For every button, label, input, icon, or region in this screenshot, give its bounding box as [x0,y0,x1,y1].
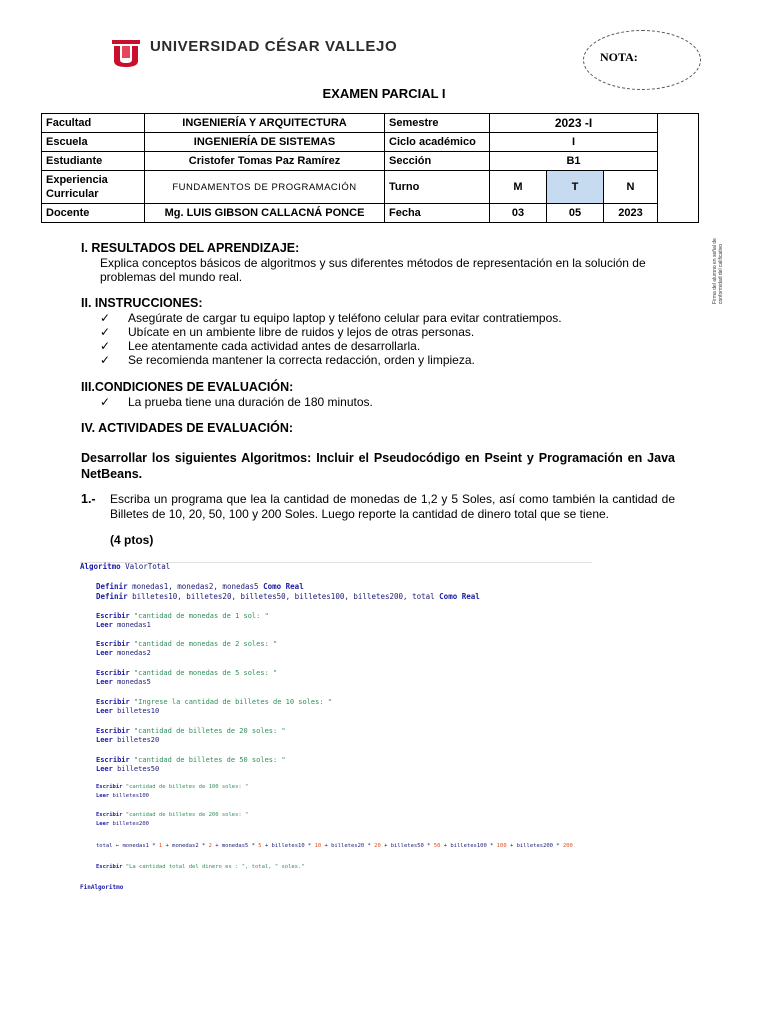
fecha-day: 03 [490,204,547,223]
code-line-write-total: Escribir "La cantidad total del dinero es : ", total, " soles." [96,864,305,870]
code-line-read: Leer billetes20 [96,736,160,744]
experiencia-label-line2: Curricular [46,188,99,200]
condition-text: La prueba tiene una duración de 180 minutos. [128,395,373,409]
code-line-read: Leer monedas1 [96,621,151,629]
escuela-label: Escuela [42,133,145,152]
fecha-month: 05 [547,204,604,223]
escuela-value: INGENIERÍA DE SISTEMAS [145,133,385,152]
code-line-write: Escribir "Ingrese la cantidad de billetes de 10 soles: " [96,698,333,706]
code-line-write: Escribir "cantidad de billetes de 100 soles: " [96,784,249,790]
docente-label: Docente [42,204,145,223]
list-item [100,325,562,339]
code-line-write: Escribir "cantidad de billetes de 50 soles: " [96,756,286,764]
university-name: UNIVERSIDAD CÉSAR VALLEJO [150,38,398,55]
estudiante-value: Cristofer Tomas Paz Ramírez [145,152,385,171]
code-line-write: Escribir "cantidad de billetes de 200 soles: " [96,812,249,818]
list-item [100,339,562,353]
check-icon: ✓ [100,339,111,353]
instruction-text: Ubícate en un ambiente libre de ruidos y lejos de otras personas. [128,325,475,339]
experiencia-label-line1: Experiencia [46,174,108,186]
experiencia-value: FUNDAMENTOS DE PROGRAMACIÓN [145,171,385,204]
code-line-read: Leer monedas5 [96,678,151,686]
section-3-title: III.CONDICIONES DE EVALUACIÓN: [81,380,294,394]
code-line-define-2: Definir billetes10, billetes20, billetes50, billetes100, billetes200, total Como Real [96,592,480,601]
university-logo [110,36,142,68]
experiencia-label [42,171,145,204]
fecha-label: Fecha [385,204,490,223]
code-line-read: Leer billetes200 [96,821,149,827]
list-item [100,353,562,367]
docente-value: Mg. LUIS GIBSON CALLACNÁ PONCE [145,204,385,223]
seccion-value: B1 [490,152,658,171]
pseudocode-block [80,558,595,893]
code-line-write: Escribir "cantidad de monedas de 2 soles: " [96,640,278,648]
question-1-number: 1.- [81,492,96,506]
fecha-year: 2023 [604,204,658,223]
section-1-title: I. RESULTADOS DEL APRENDIZAJE: [81,241,300,255]
signature-note: Firma del alumno en señal de conformidad del calificativo [712,238,724,304]
list-item [100,311,562,325]
signature-box [658,114,699,223]
seccion-label: Sección [385,152,490,171]
code-line-write: Escribir "cantidad de billetes de 20 soles: " [96,727,286,735]
question-1-text: Escriba un programa que lea la cantidad de monedas de 1,2 y 5 Soles, así como también la cantidad de Billetes de 10, 20, 50, 100 y 200 Soles. Luego reporte la cantidad de dinero total que se tiene. [110,492,675,521]
turno-label: Turno [385,171,490,204]
check-icon: ✓ [100,395,111,409]
list-item [100,395,373,409]
check-icon: ✓ [100,311,111,325]
instructions-list [100,311,562,367]
code-line-end: FinAlgoritmo [80,884,124,891]
semestre-value: 2023 -I [490,114,658,133]
ciclo-label: Ciclo académico [385,133,490,152]
code-line-define-1: Definir monedas1, monedas2, monedas5 Como Real [96,582,304,591]
code-line-read: Leer billetes10 [96,707,160,715]
conditions-list [100,395,373,409]
semestre-label: Semestre [385,114,490,133]
grade-label: NOTA: [600,50,638,64]
section-2-title: II. INSTRUCCIONES: [81,296,203,310]
section-1-text: Explica conceptos básicos de algoritmos y sus diferentes métodos de representación en la solución de problemas del mundo real. [100,256,646,284]
code-line-algorithm: Algoritmo ValorTotal [80,562,171,571]
code-line-write: Escribir "cantidad de monedas de 5 soles: " [96,669,278,677]
code-line-read: Leer monedas2 [96,649,151,657]
check-icon: ✓ [100,325,111,339]
instruction-text: Lee atentamente cada actividad antes de desarrollarla. [128,339,421,353]
turno-t-selected: T [547,171,604,204]
code-line-read: Leer billetes100 [96,793,149,799]
turno-m: M [490,171,547,204]
signature-note-wrap [712,218,742,308]
question-1-points: (4 ptos) [110,533,154,547]
section-4-title: IV. ACTIVIDADES DE EVALUACIÓN: [81,421,294,435]
facultad-value: INGENIERÍA Y ARQUITECTURA [145,114,385,133]
check-icon: ✓ [100,353,111,367]
exam-title: EXAMEN PARCIAL I [322,86,446,101]
ciclo-value: I [490,133,658,152]
code-line-write: Escribir "cantidad de monedas de 1 sol: " [96,612,269,620]
turno-n: N [604,171,658,204]
exam-info-table [41,113,699,223]
facultad-label: Facultad [42,114,145,133]
instruction-text: Se recomienda mantener la correcta redacción, orden y limpieza. [128,353,475,367]
code-line-read: Leer billetes50 [96,765,160,773]
activities-intro: Desarrollar los siguientes Algoritmos: Incluir el Pseudocódigo en Pseint y Programación en Java NetBeans. [81,451,675,481]
code-line-total: total ← monedas1 * 1 + monedas2 * 2 + monedas5 * 5 + billetes10 * 10 + billetes20 * 20 + billetes50 * 50 + billetes100 * 100 + billetes200 * 200 [96,843,573,849]
estudiante-label: Estudiante [42,152,145,171]
instruction-text: Asegúrate de cargar tu equipo laptop y teléfono celular para evitar contratiempos. [128,311,562,325]
